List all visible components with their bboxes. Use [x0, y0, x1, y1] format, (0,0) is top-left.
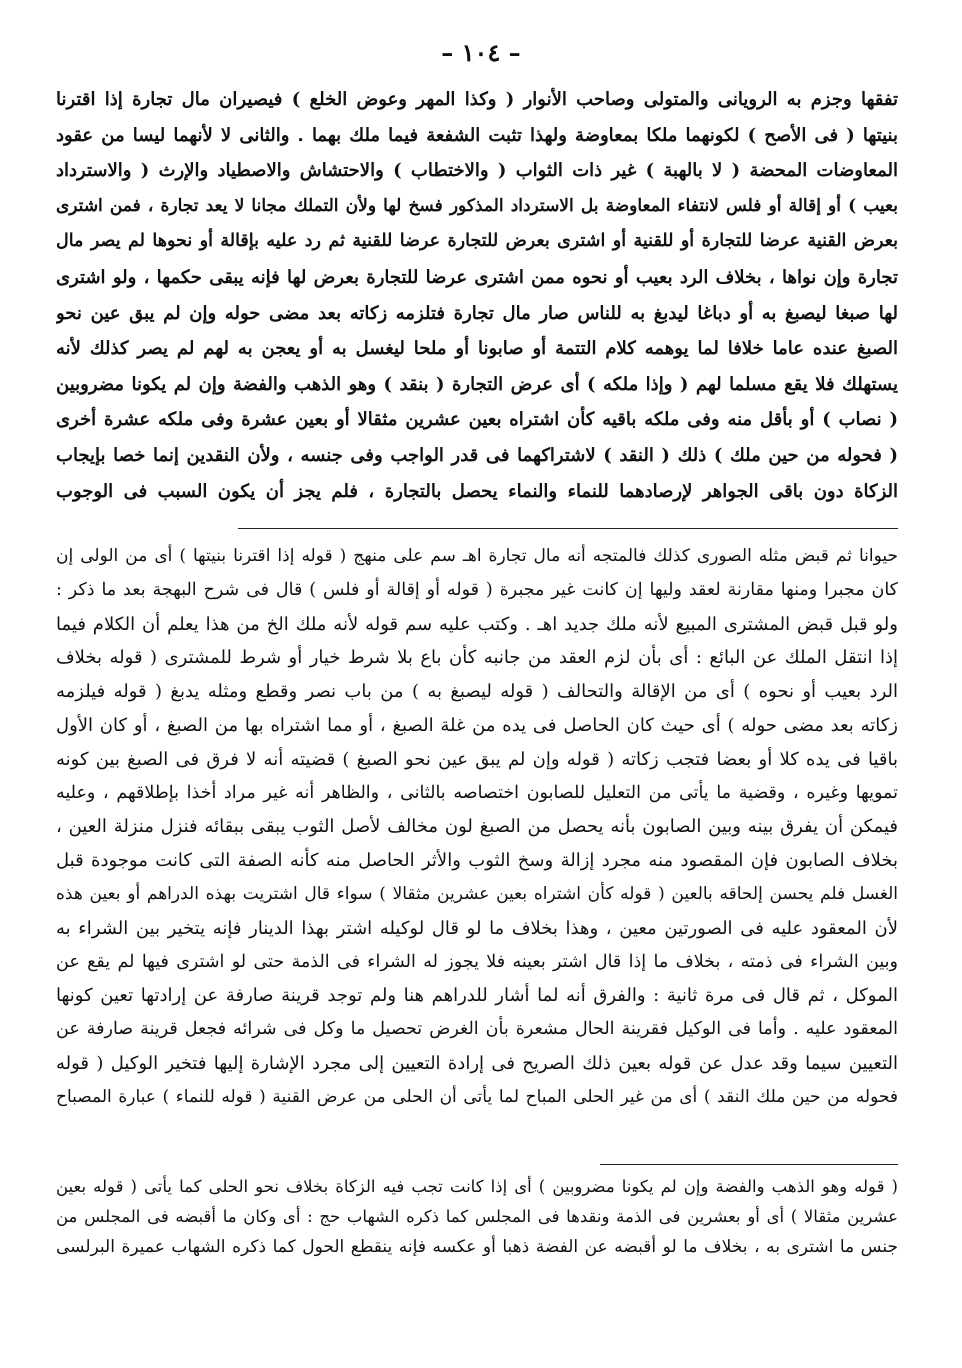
commentary-line: إذا انتقل الملك عن البائع : أى بأن لزم العقد من جانبه كأن باع بلا شرط خيار أو شرط للمشترى ( قوله بخلاف	[56, 647, 898, 669]
footnote-divider	[600, 1164, 898, 1165]
commentary-line: باقيا فى يده كلا أو بعضا فتجب زكاته ( قوله وإن لم يبق عين نحو الصبغ ) قضيته أنه لا فرق فى الصبغ بين كونه	[56, 748, 898, 770]
main-text-line: المعاوضات المحضة ( لا بالهبة ) غير ذات الثواب ( والاختطاب ) والاحتشاش والاصطياد والإرث ( والاسترداد	[56, 160, 898, 182]
footnote-line: عشرين مثقالا ) أى أو بعشرين فى الذمة ونقدها فى المجلس كما ذكره الشهاب حج : أى وكان ما أقبضه فى المجلس من	[56, 1207, 898, 1226]
commentary-line: وبين الشراء فى ذمته ، بخلاف ما إذا قال اشتر بعينه فلا يجوز له الشراء فى الذمة حتى لو اشترى فيها لم يقع عن	[56, 951, 898, 972]
main-text-line: تفقها وجزم به الرويانى والمتولى وصاحب الأنوار ( وكذا المهر وعوض الخلع ) فيصيران مال تجارة إذا اقترنا	[56, 89, 898, 110]
commentary-line: فحوله من حين ملك النقد ) أى من غير الحلى المباح لما يأتى أن الحلى من عرض القنية ( قوله للنماء ) عبارة المصباح	[56, 1086, 898, 1107]
main-text-line: الزكاة دون باقى الجواهر لإرصادهما للنماء والنماء يحصل بالتجارة ، فلم يجز أن يكون السبب فى الوجوب	[56, 480, 898, 502]
main-text-line: ( فحوله من حين ملك ) ذلك ( النقد ) لاشتراكهما فى قدر الواجب وفى جنسه ، ولأن النقدين إنما خصا بإيجاب	[56, 444, 898, 466]
main-text-line: بعرض القنية عرضا للتجارة أو للقنية أو اشترى بعرض للتجارة عرضا للقنية ثم رد عليه بإقالة أو نحوها لم يصر مال	[56, 231, 898, 252]
main-text-line: الصبغ عنده عاما خلافا لما يوهمه كلام التتمة أو صابونا أو ملحا ليغسل به أو يعجن به لهم لم يصر كذلك لأنه	[56, 338, 898, 360]
main-text-line: تجارة وإن نواها ، بخلاف الرد بعيب أو نحوه ممن اشترى عرضا للتجارة بعرض لها فإنه يبقى حكمها ، ولو اشترى	[56, 266, 898, 288]
main-text-line: لها صبغا ليصبغ به أو دباغا ليدبغ به للناس صار مال تجارة فتلزمه زكاته بعد مضى حوله وإن لم يبق عين نحو	[56, 302, 898, 324]
commentary-line: تمويها وغيره ، وقضية ما يأتى من التعليل للصابون اختصاصه بالثانى ، والظاهر أنه غير مراد أخذا بإطلاقهم ، وعليه	[56, 782, 898, 803]
page-number: – ١٠٤ –	[441, 38, 521, 67]
footnote-divider	[238, 528, 898, 529]
commentary-line: لأن المعقود عليه فى الصورتين معين ، وهذا بخلاف ما لو قال لوكيله اشتر بهذا الدينار فإنه يتخير بين الشراء به	[56, 917, 898, 939]
commentary-line: ولو قبل قبض المشترى المبيع لأنه ملك جديد اهـ . وكتب عليه سم قوله لأنه ملك الخ من هذا يعلم أن الكلام فيما	[56, 613, 898, 635]
main-text-line: بنيتها ( فى الأصح ) لكونهما ملكا بمعاوضة ولهذا تثبت الشفعة فيما ملك بهما . والثانى لا لأنهما ليسا من عقود	[56, 124, 898, 146]
footnote-line: جنس ما اشترى به ، بخلاف ما لو أقبضه عن الفضة ذهبا أو عكسه فإنه ينقطع الحول كما ذكره الشهاب عميرة البرلسى	[56, 1237, 898, 1257]
commentary-line: التعيين سيما وقد عدل عن قوله بعين ذلك الصريح فى إرادة التعيين إلى مجرد الإشارة إليها فتخير الوكيل ( قوله	[56, 1052, 898, 1074]
footnote-line: ( قوله وهو الذهب والفضة وإن لم يكونا مضروبين ) أى إذا كانت تجب فيه الزكاة بخلاف نحو الحلى كما يأتى ( قوله بعين	[56, 1177, 898, 1196]
footnote-block	[56, 1172, 898, 1262]
commentary-line: بخلاف الصابون فإن المقصود منه مجرد إزالة وسخ الثوب والأثر الحاصل منه كأنه الصفة التى كانت موجودة قبل	[56, 850, 898, 872]
commentary-line: المعقود عليه . وأما فى الوكيل فقرينة الحال مشعرة بأن الغرض تحصيل ما وكل فى شرائه فجعل قرينة صارفة عن	[56, 1019, 898, 1040]
commentary-line: كان مجبرا ومنها مقارنة لعقد وليها إن كانت غير مجبرة ( قوله أو إقالة أو فلس ) قال فى شرح البهجة بعد ما ذكر :	[56, 579, 898, 600]
commentary-block	[56, 540, 898, 1115]
main-text-line: بعيب ) أو إقالة أو فلس لانتفاء المعاوضة بل الاسترداد المذكور فسخ لها ولأن التملك مجانا لا يعد تجارة ، فمن اشترى	[56, 195, 898, 216]
main-text-line: ( نصاب ) أو بأقل منه وفى ملكه باقيه كأن اشتراه بعين عشرين مثقالا أو بعين عشرة وفى ملكه عشرة أخرى	[56, 409, 898, 431]
commentary-line: الغسل فلم يحسن إلحاقه بالعين ( قوله كأن اشتراه بعين عشرين مثقالا ) سواء قال اشتريت بهذه الدراهم أو بعين هذه	[56, 883, 898, 904]
commentary-line: الموكل ، ثم قال فى مرة ثانية : والفرق أنه لما أشار للدراهم هنا ولم توجد قرينة صارفة عن إرادتها تعين كونها	[56, 985, 898, 1007]
commentary-line: زكاته بعد مضى حوله ) أى حيث كان الحاصل فى يده من غلة الصبغ ، أو مما اشتراه بها من الصبغ ، أو كان الأول	[56, 714, 898, 736]
main-text-line: يستهلك فلا يقع مسلما لهم ( وإذا ملكه ) أى عرض التجارة ( بنقد ) وهو الذهب والفضة وإن لم يكونا مضروبين	[56, 373, 898, 395]
main-text-block	[56, 82, 898, 509]
commentary-line: فيمكن أن يفرق بينه وبين الصابون بأنه يحصل من الصبغ لون مخالف لأصل الثوب يبقى ببقائه فنزل منزلة العين ،	[56, 816, 898, 838]
commentary-line: حيوانا ثم قبض مثله الصورى كذلك فالمتجه أنه مال تجارة اهـ سم على منهج ( قوله إذا اقترنا بنيتها ) أى من الولى إن	[56, 546, 898, 566]
commentary-line: الرد بعيب أو نحوه ) أى من الإقالة والتحالف ( قوله ليصبغ به ) من باب نصر وقطع ومثله يدبغ ( قوله فيلزمه	[56, 681, 898, 703]
